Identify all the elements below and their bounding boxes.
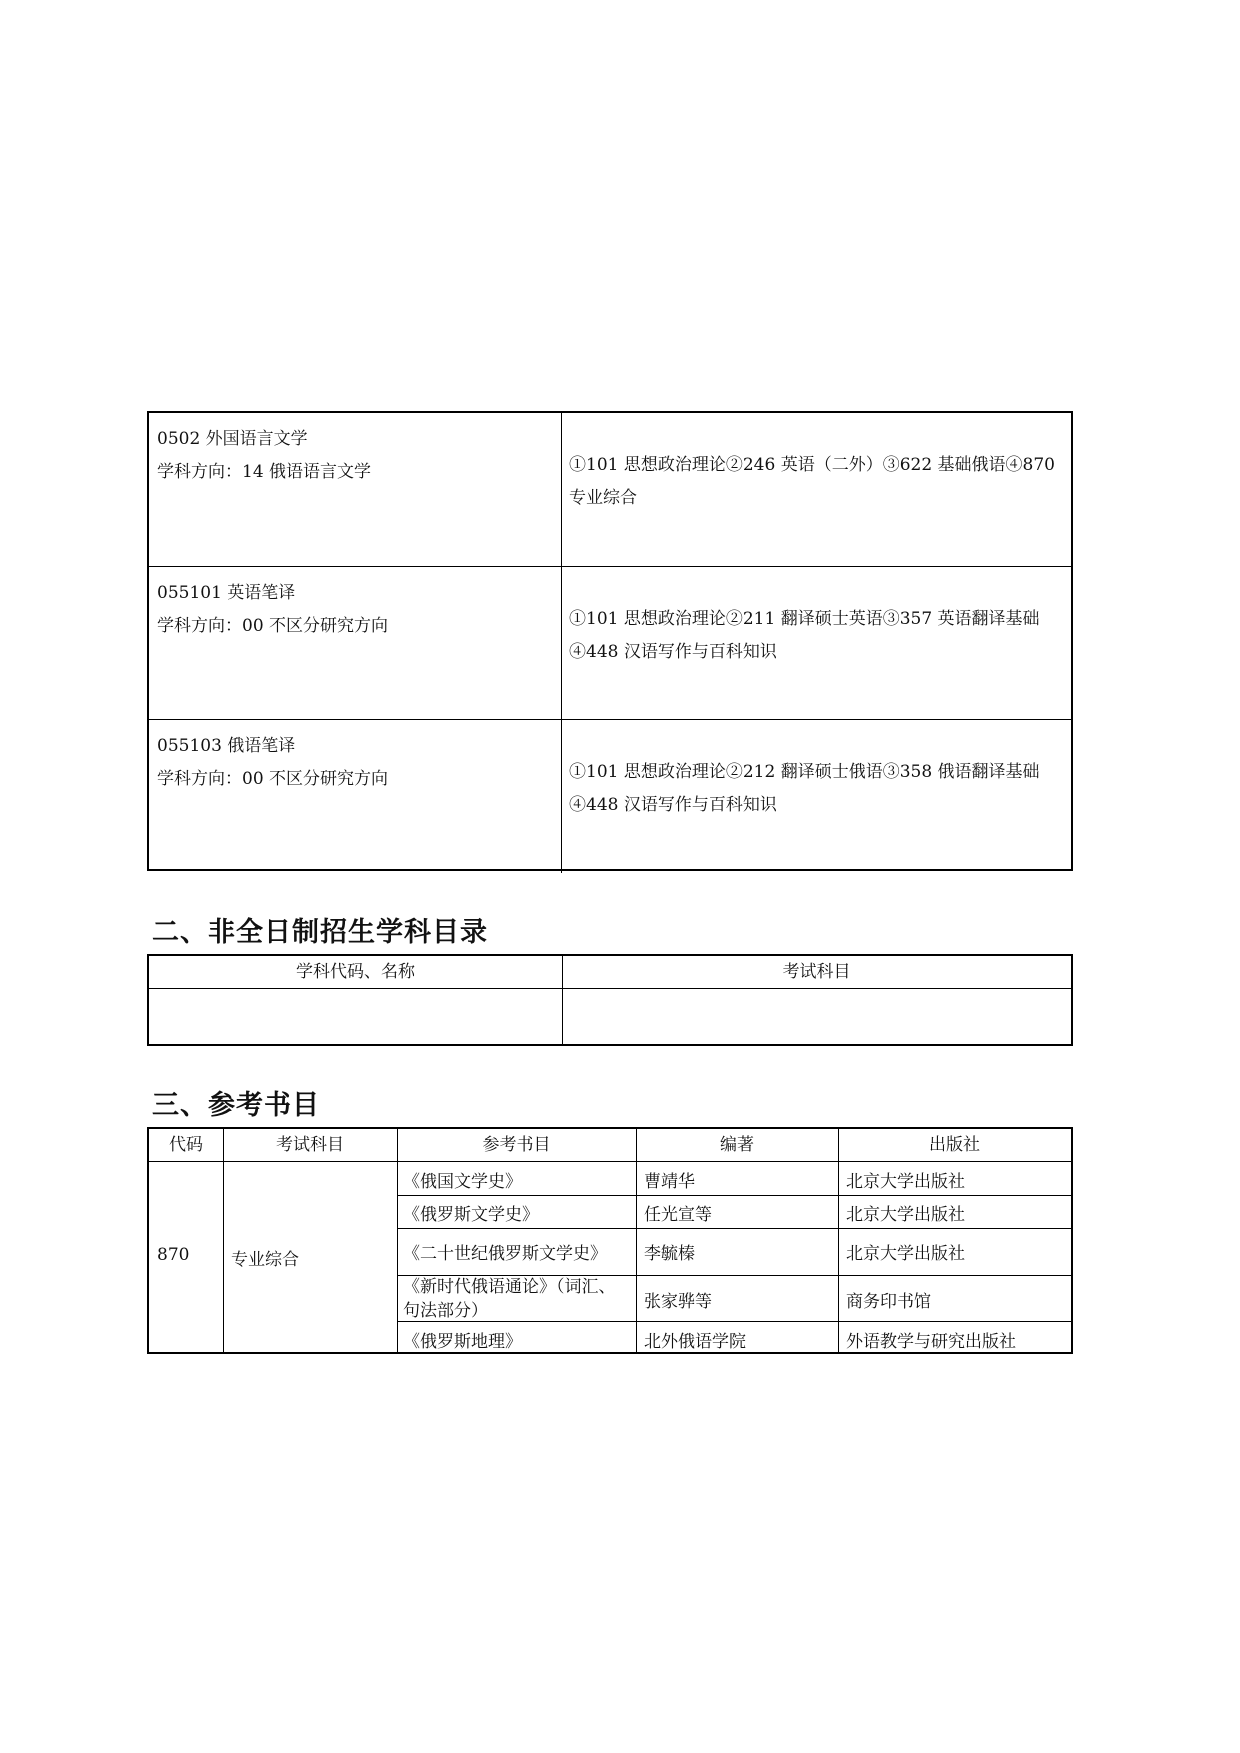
column-divider [562,956,563,1044]
section-title: 三、参考书目 [152,1090,320,1121]
exam-code: 870 [157,1245,190,1265]
exam-subjects-line: ①101 思想政治理论②212 翻译硕士俄语③358 俄语翻译基础 [569,762,1040,782]
row-divider [397,1195,1071,1196]
subject-direction: 学科方向：14 俄语语言文学 [157,462,372,482]
book-title: 《俄罗斯文学史》 [403,1205,539,1225]
book-publisher: 商务印书馆 [846,1292,931,1312]
column-divider [636,1129,637,1352]
column-divider [223,1129,224,1352]
subject-cell [149,567,562,720]
exam-subjects-line: ④448 汉语写作与百科知识 [569,795,777,815]
book-author: 李毓榛 [644,1244,695,1264]
subject-cell [149,720,562,873]
exam-subjects-line: ①101 思想政治理论②246 英语（二外）③622 基础俄语④870 [569,455,1056,475]
reference-books-table [147,1127,1073,1354]
column-divider [397,1129,398,1352]
book-title-line: 《新时代俄语通论》（词汇、 [403,1277,616,1297]
header-publisher: 出版社 [929,1135,980,1155]
section-title: 二、非全日制招生学科目录 [152,917,488,948]
exam-subjects-line: 专业综合 [569,488,637,508]
book-publisher: 外语教学与研究出版社 [846,1332,1016,1352]
header-exam-subject: 考试科目 [276,1135,344,1155]
book-title-line: 句法部分） [403,1301,488,1321]
table-header [149,956,1071,989]
header-author: 编著 [720,1135,754,1155]
table-row [149,413,1071,566]
header-exam-subjects: 考试科目 [782,962,851,982]
exam-subject: 专业综合 [231,1250,299,1270]
row-divider [149,1161,1071,1162]
book-publisher: 北京大学出版社 [846,1244,965,1264]
table-row [149,566,1071,720]
subject-exam-table [147,411,1073,871]
book-title: 《二十世纪俄罗斯文学史》 [403,1244,607,1264]
book-author: 任光宣等 [644,1205,712,1225]
book-publisher: 北京大学出版社 [846,1205,965,1225]
subject-direction: 学科方向：00 不区分研究方向 [157,616,389,636]
exam-cell [562,567,1071,720]
table-row [149,719,1071,873]
exam-cell [562,413,1071,566]
subject-code-name: 055103 俄语笔译 [157,736,296,756]
header-code: 代码 [169,1135,203,1155]
subject-direction: 学科方向：00 不区分研究方向 [157,769,389,789]
book-author: 曹靖华 [644,1172,695,1192]
header-reference-book: 参考书目 [482,1135,551,1155]
book-title: 《俄国文学史》 [403,1172,522,1192]
subject-code-name: 0502 外国语言文学 [157,429,308,449]
subject-cell [149,413,562,566]
book-publisher: 北京大学出版社 [846,1172,965,1192]
exam-cell [562,720,1071,873]
header-subject-code-name: 学科代码、名称 [296,962,415,982]
book-title: 《俄罗斯地理》 [403,1332,522,1352]
column-divider [838,1129,839,1352]
book-author: 北外俄语学院 [644,1332,746,1352]
exam-subjects-line: ①101 思想政治理论②211 翻译硕士英语③357 英语翻译基础 [569,609,1040,629]
row-divider [397,1228,1071,1229]
part-time-subject-table [147,954,1073,1046]
subject-code-name: 055101 英语笔译 [157,583,296,603]
book-author: 张家骅等 [644,1292,712,1312]
exam-subjects-line: ④448 汉语写作与百科知识 [569,642,777,662]
book-title [403,1275,616,1323]
